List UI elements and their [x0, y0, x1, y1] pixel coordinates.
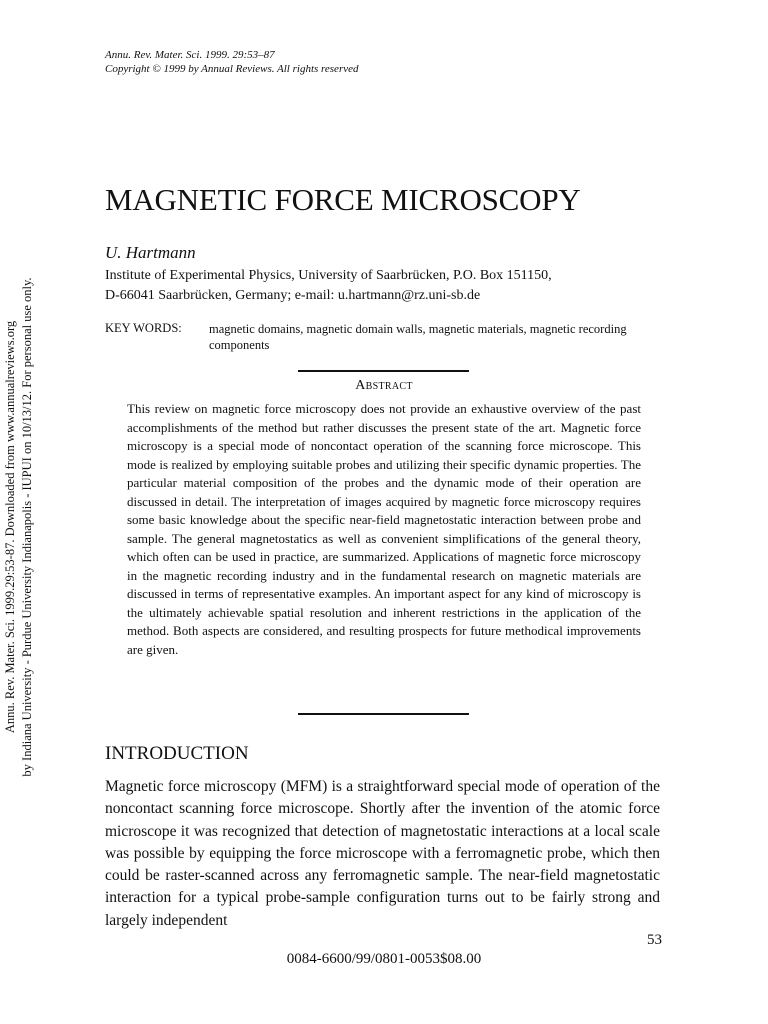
abstract-bottom-rule [298, 713, 469, 715]
affiliation-line-1: Institute of Experimental Physics, University of Saarbrücken, P.O. Box 151150, [105, 268, 552, 283]
copyright-line: Copyright © 1999 by Annual Reviews. All rights reserved [105, 63, 359, 75]
introduction-paragraph: Magnetic force microscopy (MFM) is a straightforward special mode of operation of the noncontact scanning force microscope. Shortly after the invention of the atomic force microscope it was recognized that detection of magnetostatic interactions at a local scale was possible by equipping the force microscope with a ferromagnetic probe, which then could be raster-scanned across any ferromagnetic sample. The near-field magnetostatic interaction for a typical probe-sample configuration turns out to be fairly strong and largely independent [105, 778, 660, 929]
download-notice-line-2: by Indiana University - Purdue University Indianapolis - IUPUI on 10/13/12. For personal use only. [20, 277, 34, 777]
author-affiliation [105, 266, 552, 306]
page-number: 53 [647, 932, 662, 948]
abstract-top-rule [298, 370, 469, 372]
download-notice-line-1: Annu. Rev. Mater. Sci. 1999.29:53-87. Downloaded from www.annualreviews.org [3, 320, 17, 734]
article-title: MAGNETIC FORCE MICROSCOPY [105, 182, 581, 217]
keywords-label: KEY WORDS: [105, 321, 182, 335]
journal-header [105, 48, 359, 76]
download-notice [2, 267, 40, 787]
keywords-list: magnetic domains, magnetic domain walls, magnetic materials, magnetic recording components [209, 322, 627, 352]
journal-citation: Annu. Rev. Mater. Sci. 1999. 29:53–87 [105, 49, 275, 61]
abstract-heading: Abstract [355, 378, 413, 393]
section-heading-introduction: INTRODUCTION [105, 743, 249, 764]
article-code: 0084-6600/99/0801-0053$08.00 [286, 951, 482, 967]
abstract-text: This review on magnetic force microscopy does not provide an exhaustive overview of the past accomplishments of the method but rather discusses the present state of the art. Magnetic force microscopy is a special mode of noncontact operation of the scanning force microscope. This mode is realized by employing suitable probes and utilizing their specific dynamic properties. The particular material composition of the probes and the dynamic mode of their operation are discussed in detail. The interpretation of images acquired by magnetic force microscopy requires some basic knowledge about the specific near-field magnetostatic interaction between probe and sample. The general magnetostatics as well as convenient simplifications of the general theory, which often can be used in practice, are summarized. Applications of magnetic force microscopy in the magnetic recording industry and in the fundamental research on magnetic materials are discussed in terms of representative examples. An important aspect for any kind of microscopy is the ultimately achievable spatial resolution and inherent restrictions in the application of the method. Both aspects are considered, and resulting prospects for future methodical improvements are given. [127, 401, 641, 657]
author-name: U. Hartmann [105, 243, 196, 262]
affiliation-line-2: D-66041 Saarbrücken, Germany; e-mail: u.hartmann@rz.uni-sb.de [105, 288, 481, 303]
